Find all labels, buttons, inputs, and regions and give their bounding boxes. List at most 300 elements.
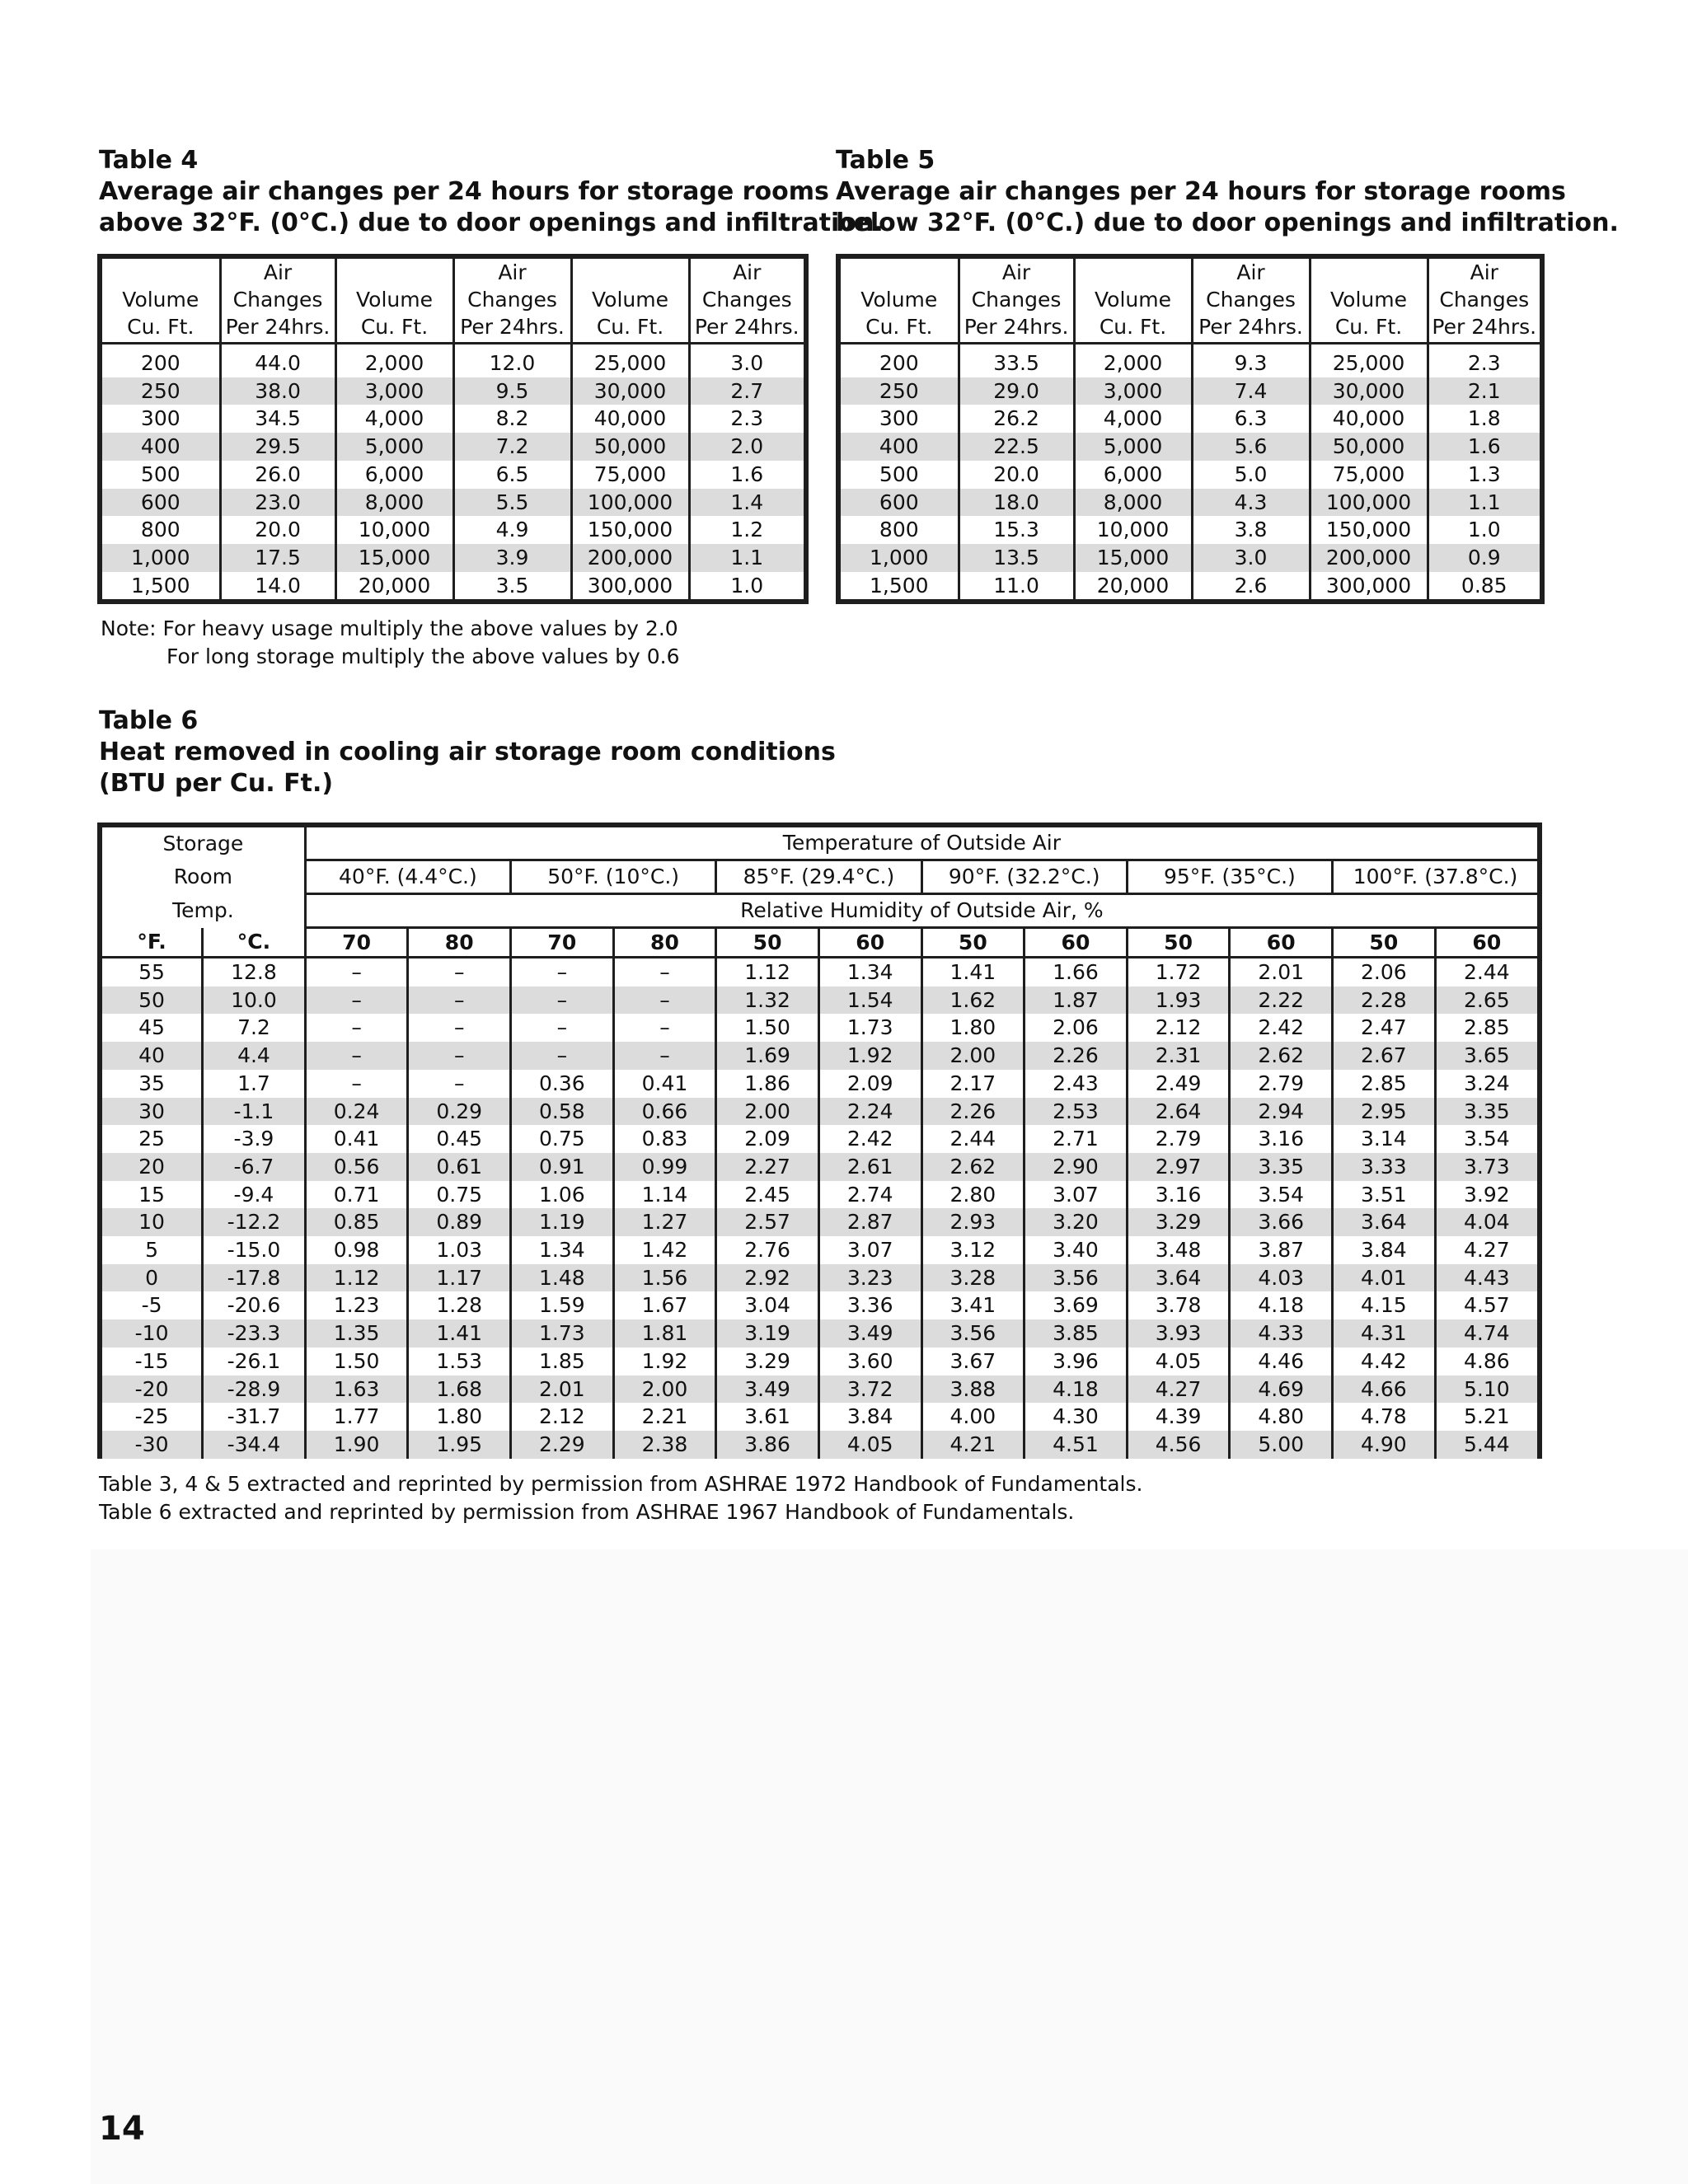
table-cell: – <box>613 987 716 1015</box>
table-cell: 2.85 <box>1333 1070 1436 1098</box>
table-cell: 30 <box>100 1098 203 1126</box>
table-cell: 4.05 <box>818 1431 921 1463</box>
table5-header-cell: Changes <box>1428 286 1542 313</box>
table-row <box>100 544 806 572</box>
table-cell: 50,000 <box>571 433 689 461</box>
table-row <box>100 1208 1540 1236</box>
table-cell: 2.76 <box>716 1236 819 1264</box>
table-cell: 0.83 <box>613 1125 716 1153</box>
table-cell: 11.0 <box>959 572 1074 602</box>
table5-header-cell: Volume <box>1074 286 1192 313</box>
table4-header-cell <box>100 256 220 286</box>
table-cell: 1.54 <box>818 987 921 1015</box>
table-cell: 0.85 <box>305 1208 408 1236</box>
table-cell: 6,000 <box>1074 461 1192 489</box>
table-cell: 2.43 <box>1025 1070 1128 1098</box>
table-cell: 2.87 <box>818 1208 921 1236</box>
table-cell: 0.41 <box>305 1125 408 1153</box>
table-cell: 1.28 <box>408 1291 511 1319</box>
table4-header-cell <box>335 256 453 286</box>
table-cell: 3.49 <box>818 1319 921 1347</box>
table-cell: 5.10 <box>1435 1376 1540 1404</box>
table-cell: 2.79 <box>1230 1070 1333 1098</box>
table-cell: 0.36 <box>511 1070 614 1098</box>
table-cell: 12.8 <box>203 958 306 987</box>
table-cell: 25,000 <box>1310 344 1428 377</box>
table-cell: 12.0 <box>453 344 571 377</box>
table4-header-cell: Per 24hrs. <box>689 313 806 344</box>
table-cell: -25 <box>134 1404 169 1429</box>
subheader-cell: 70 <box>305 928 408 958</box>
page-lower-background <box>91 1549 1688 2184</box>
table-cell: 1,000 <box>100 544 220 572</box>
table-cell: 3.84 <box>818 1403 921 1431</box>
table-cell: 2.79 <box>1127 1125 1230 1153</box>
table-cell: 20,000 <box>1074 572 1192 602</box>
table-cell: 20.0 <box>959 461 1074 489</box>
subheader-cell: 60 <box>1230 928 1333 958</box>
table-cell: 3.36 <box>818 1291 921 1319</box>
table-cell: 3.04 <box>716 1291 819 1319</box>
table-row <box>838 433 1542 461</box>
table-cell: – <box>511 958 614 987</box>
table5-body <box>838 344 1542 602</box>
table-cell: 0.71 <box>305 1181 408 1209</box>
table-cell: 1.27 <box>613 1208 716 1236</box>
table-cell: 3.9 <box>453 544 571 572</box>
subheader-cell: 60 <box>818 928 921 958</box>
footnote-line1: Table 3, 4 & 5 extracted and reprinted by permission from ASHRAE 1972 Handbook of Fundamentals. <box>99 1472 1143 1496</box>
table-cell: 150,000 <box>1310 516 1428 544</box>
table-row <box>838 572 1542 602</box>
table-cell: 4.56 <box>1127 1431 1230 1463</box>
table-cell: 2.06 <box>1025 1014 1128 1042</box>
table-row <box>100 1431 1540 1463</box>
storage-room-temp-line1: Storage <box>162 831 244 855</box>
table-cell: 15.3 <box>959 516 1074 544</box>
table-cell: 2.6 <box>1192 572 1310 602</box>
table-cell: 4.18 <box>1025 1376 1128 1404</box>
table-cell: 1.3 <box>1428 461 1542 489</box>
table-cell: 1.2 <box>689 516 806 544</box>
page-number: 14 <box>99 2110 145 2148</box>
table-row <box>100 1291 1540 1319</box>
table-cell: 3.72 <box>818 1376 921 1404</box>
table-cell: 23.0 <box>220 489 335 517</box>
table-cell: 50 <box>100 987 203 1015</box>
table-cell: – <box>408 1070 511 1098</box>
table4-note-line1: Note: For heavy usage multiply the above values by 2.0 <box>101 616 678 640</box>
table-row <box>100 489 806 517</box>
table-cell: 3.28 <box>921 1264 1025 1292</box>
table-row <box>100 377 806 405</box>
table-cell: 4,000 <box>335 405 453 433</box>
table-cell: 1.66 <box>1025 958 1128 987</box>
temp-group-header: 85°F. (29.4°C.) <box>716 860 921 894</box>
table-cell: 2.00 <box>921 1042 1025 1070</box>
table-cell: 3.85 <box>1025 1319 1128 1347</box>
table-cell: 4.27 <box>1435 1236 1540 1264</box>
table-cell: 4.01 <box>1333 1264 1436 1292</box>
table-cell: 1.90 <box>305 1431 408 1463</box>
table-cell: 5.6 <box>1192 433 1310 461</box>
table-cell: 1.95 <box>408 1431 511 1463</box>
table-cell: 3.14 <box>1333 1125 1436 1153</box>
table-cell: -12.2 <box>203 1208 306 1236</box>
table-cell: 4.15 <box>1333 1291 1436 1319</box>
table-row <box>838 489 1542 517</box>
table-cell: 3.0 <box>1192 544 1310 572</box>
table-row <box>100 1042 1540 1070</box>
table4-title-line2: above 32°F. (0°C.) due to door openings and infiltration. <box>99 209 884 237</box>
table-cell: 7.2 <box>203 1014 306 1042</box>
table-cell: 38.0 <box>220 377 335 405</box>
table-cell: 10,000 <box>1074 516 1192 544</box>
table-cell: 4.03 <box>1230 1264 1333 1292</box>
table-cell: 3.48 <box>1127 1236 1230 1264</box>
table-cell: 1,500 <box>130 573 190 598</box>
table-cell: 4.31 <box>1333 1319 1436 1347</box>
table-cell: 4.18 <box>1230 1291 1333 1319</box>
table-cell: 17.5 <box>220 544 335 572</box>
table5-caption <box>836 145 1619 239</box>
table-cell: 0 <box>100 1264 203 1292</box>
table-cell: 75,000 <box>571 461 689 489</box>
subheader-cell: °C. <box>203 928 306 958</box>
table-cell: 20.0 <box>220 516 335 544</box>
table-cell: -20.6 <box>203 1291 306 1319</box>
table-cell: 2.80 <box>921 1181 1025 1209</box>
table-cell: 3.33 <box>1333 1153 1436 1181</box>
table-cell: 1.93 <box>1127 987 1230 1015</box>
table-row <box>100 344 806 377</box>
table6-header <box>100 825 1540 958</box>
table4-header-row <box>100 256 806 286</box>
table-cell: -34.4 <box>203 1431 306 1463</box>
table-cell: 3.51 <box>1333 1181 1436 1209</box>
table-cell: 5,000 <box>1074 433 1192 461</box>
table-cell: 1.41 <box>921 958 1025 987</box>
table-cell: 18.0 <box>959 489 1074 517</box>
table-cell: – <box>613 1014 716 1042</box>
table-cell: 300 <box>879 406 919 431</box>
subheader-cell: 80 <box>613 928 716 958</box>
table-cell: 0.98 <box>305 1236 408 1264</box>
table-cell: 1.81 <box>613 1319 716 1347</box>
table-cell: 1.92 <box>818 1042 921 1070</box>
subheader-cell: °F. <box>100 928 203 958</box>
table-cell: 1.48 <box>511 1264 614 1292</box>
table-cell: 2.42 <box>1230 1014 1333 1042</box>
table-cell: 2.90 <box>1025 1153 1128 1181</box>
table-cell: 20 <box>100 1153 203 1181</box>
table5-title-line1: Average air changes per 24 hours for storage rooms <box>836 177 1566 206</box>
table-cell: 2.97 <box>1127 1153 1230 1181</box>
table-cell: 4.30 <box>1025 1403 1128 1431</box>
table-cell: 2,000 <box>335 344 453 377</box>
table6 <box>97 823 1542 1467</box>
table-cell: 3.24 <box>1435 1070 1540 1098</box>
table-cell: 1.1 <box>689 544 806 572</box>
table-cell: 0.75 <box>511 1125 614 1153</box>
table-cell: 15 <box>138 1182 165 1207</box>
table4-title-line1: Average air changes per 24 hours for storage rooms <box>99 177 829 206</box>
table-cell: 1.63 <box>305 1376 408 1404</box>
table-cell: 1.69 <box>716 1042 819 1070</box>
table-cell: 3.49 <box>716 1376 819 1404</box>
table-cell: 2.61 <box>818 1153 921 1181</box>
table-cell: 400 <box>838 433 959 461</box>
table-cell: 13.5 <box>959 544 1074 572</box>
table-cell: 2.22 <box>1230 987 1333 1015</box>
table-cell: – <box>305 987 408 1015</box>
table-row <box>100 516 806 544</box>
table-cell: 2.3 <box>1428 344 1542 377</box>
table-cell: 1.77 <box>305 1403 408 1431</box>
table-cell: 1,500 <box>870 573 929 598</box>
table-cell: 15,000 <box>335 544 453 572</box>
table-cell: 3.5 <box>453 572 571 602</box>
table-cell: 1.4 <box>689 489 806 517</box>
table-cell: 4.43 <box>1435 1264 1540 1292</box>
table-cell: 2.27 <box>716 1153 819 1181</box>
table-cell: 5.5 <box>453 489 571 517</box>
table-cell: 3,000 <box>1074 377 1192 405</box>
table-cell: 4.39 <box>1127 1403 1230 1431</box>
table-cell: 3.61 <box>716 1403 819 1431</box>
table-cell: – <box>305 958 408 987</box>
table-row <box>100 1376 1540 1404</box>
table-cell: 1.41 <box>408 1319 511 1347</box>
table-cell: 2.7 <box>689 377 806 405</box>
table-cell: 3.93 <box>1127 1319 1230 1347</box>
table-cell: 1.6 <box>689 461 806 489</box>
table-row <box>100 1014 1540 1042</box>
table-cell: 5.44 <box>1435 1431 1540 1463</box>
table-cell: 250 <box>838 377 959 405</box>
table-cell: -30 <box>100 1431 203 1463</box>
table-cell: 0.75 <box>408 1181 511 1209</box>
table5-header-cell: Cu. Ft. <box>1074 313 1192 344</box>
table6-title-line2: (BTU per Cu. Ft.) <box>99 769 334 798</box>
table4-header-cell: Cu. Ft. <box>571 313 689 344</box>
table-row <box>838 544 1542 572</box>
table-cell: 400 <box>100 433 220 461</box>
table-cell: 2.62 <box>1230 1042 1333 1070</box>
table-cell: 200 <box>879 351 919 375</box>
table-cell: 500 <box>140 462 181 486</box>
table-row <box>100 572 806 602</box>
table-cell: 2.29 <box>511 1431 614 1463</box>
table5-header-cell: Volume <box>1310 286 1428 313</box>
table-cell: 33.5 <box>959 344 1074 377</box>
table-cell: 1.23 <box>305 1291 408 1319</box>
table-cell: 8,000 <box>335 489 453 517</box>
table-cell: – <box>408 1042 511 1070</box>
table-cell: 7.2 <box>453 433 571 461</box>
table-cell: 2.45 <box>716 1181 819 1209</box>
table-cell: 0.58 <box>511 1098 614 1126</box>
table-cell: 0.61 <box>408 1153 511 1181</box>
table-cell: 1.68 <box>408 1376 511 1404</box>
table-cell: 1.80 <box>408 1403 511 1431</box>
table-cell: 0.85 <box>1428 572 1542 602</box>
table-cell: 5.00 <box>1230 1431 1333 1463</box>
storage-room-temp-line3: Temp. <box>172 898 234 922</box>
table-cell: 25,000 <box>571 344 689 377</box>
table-cell: 2.65 <box>1435 987 1540 1015</box>
table-cell: 5.21 <box>1435 1403 1540 1431</box>
table5-header-cell: Air <box>1428 256 1542 286</box>
table-cell: 2.44 <box>921 1125 1025 1153</box>
table-cell: 4.46 <box>1230 1347 1333 1376</box>
table-cell: 40,000 <box>1310 405 1428 433</box>
table-cell: 2.71 <box>1025 1125 1128 1153</box>
table-cell: 40,000 <box>571 405 689 433</box>
table-cell: – <box>408 987 511 1015</box>
table-cell: 1.62 <box>921 987 1025 1015</box>
table5-header-cell: Cu. Ft. <box>1310 313 1428 344</box>
table-cell: 200,000 <box>571 544 689 572</box>
table4-label: Table 4 <box>99 146 199 175</box>
table4-note-line2: For long storage multiply the above values by 0.6 <box>166 644 680 668</box>
table-cell: 44.0 <box>220 344 335 377</box>
table-cell: 1.86 <box>716 1070 819 1098</box>
table-cell: 5,000 <box>335 433 453 461</box>
table-cell: 3.64 <box>1127 1264 1230 1292</box>
table-cell: 800 <box>879 518 919 542</box>
table-cell: 6.3 <box>1192 405 1310 433</box>
table-cell: 0.91 <box>511 1153 614 1181</box>
storage-room-temp-line2: Room <box>173 865 232 888</box>
table-cell: 2.26 <box>921 1098 1025 1126</box>
table-cell: -26.1 <box>203 1347 306 1376</box>
table-cell: 1.92 <box>613 1347 716 1376</box>
table-row <box>838 377 1542 405</box>
table-cell: 3.56 <box>1025 1264 1128 1292</box>
table-cell: 55 <box>138 960 165 984</box>
table-cell: -20 <box>100 1376 203 1404</box>
table6-caption <box>99 705 836 799</box>
footnotes <box>99 1470 1142 1526</box>
table-cell: 3.65 <box>1435 1042 1540 1070</box>
table-row <box>100 1264 1540 1292</box>
table-cell: 3.16 <box>1127 1181 1230 1209</box>
table-cell: 1,000 <box>838 544 959 572</box>
table-row <box>838 516 1542 544</box>
table-cell: – <box>511 1014 614 1042</box>
temp-group-header: 100°F. (37.8°C.) <box>1333 860 1540 894</box>
table-cell: 7.4 <box>1192 377 1310 405</box>
table-cell: 1.34 <box>818 958 921 987</box>
table-cell: 4.90 <box>1333 1431 1436 1463</box>
table-cell: 3.67 <box>921 1347 1025 1376</box>
table-cell: 4.66 <box>1333 1376 1436 1404</box>
table-row <box>100 1403 1540 1431</box>
table4-header-cell: Changes <box>220 286 335 313</box>
table-cell: 4.69 <box>1230 1376 1333 1404</box>
table-cell: 1.53 <box>408 1347 511 1376</box>
table-cell: – <box>305 1042 408 1070</box>
table-cell: 22.5 <box>959 433 1074 461</box>
table-cell: 3.07 <box>818 1236 921 1264</box>
table-cell: 200,000 <box>1310 544 1428 572</box>
table-cell: 3.0 <box>689 344 806 377</box>
table-cell: – <box>613 1042 716 1070</box>
table-cell: 6.5 <box>453 461 571 489</box>
table-cell: 45 <box>138 1015 165 1040</box>
subheader-cell: 80 <box>408 928 511 958</box>
table6-label: Table 6 <box>99 706 199 735</box>
table-cell: 4.80 <box>1230 1403 1333 1431</box>
table-cell: -6.7 <box>203 1153 306 1181</box>
temp-group-header: 95°F. (35°C.) <box>1127 860 1332 894</box>
subheader-cell: 70 <box>511 928 614 958</box>
table-cell: 1.85 <box>511 1347 614 1376</box>
table4-header-cell: Changes <box>689 286 806 313</box>
table-cell: 600 <box>100 489 220 517</box>
table-cell: 1.80 <box>921 1014 1025 1042</box>
table-cell: 2.09 <box>716 1125 819 1153</box>
table5-header-cell <box>838 256 959 286</box>
table-cell: 9.5 <box>453 377 571 405</box>
table-row <box>100 405 806 433</box>
table-cell: 2.12 <box>511 1403 614 1431</box>
table-cell: 1.87 <box>1025 987 1128 1015</box>
table-cell: 0.45 <box>408 1125 511 1153</box>
table-cell: 40 <box>100 1042 203 1070</box>
table-cell: 3.78 <box>1127 1291 1230 1319</box>
relative-humidity-header: Relative Humidity of Outside Air, % <box>305 894 1540 928</box>
table-cell: 3.86 <box>716 1431 819 1463</box>
table-cell: 1.67 <box>613 1291 716 1319</box>
table-row <box>838 405 1542 433</box>
table-row <box>100 987 1540 1015</box>
table-cell: 3.16 <box>1230 1125 1333 1153</box>
table-cell: 20,000 <box>335 572 453 602</box>
table-cell: 250 <box>100 377 220 405</box>
table-cell: 2.74 <box>818 1181 921 1209</box>
table5-header-cell: Changes <box>959 286 1074 313</box>
table4-note <box>101 615 680 671</box>
table-cell: – <box>305 1014 408 1042</box>
table-cell: 2.21 <box>613 1403 716 1431</box>
table-cell: 4.27 <box>1127 1376 1230 1404</box>
table-cell: 2.28 <box>1333 987 1436 1015</box>
table-row <box>838 344 1542 377</box>
table-cell: -28.9 <box>203 1376 306 1404</box>
table-cell: 1.73 <box>818 1014 921 1042</box>
table-cell: 3.66 <box>1230 1208 1333 1236</box>
table-cell: 3.88 <box>921 1376 1025 1404</box>
table-cell: -17.8 <box>203 1264 306 1292</box>
table-cell: 35 <box>138 1071 165 1095</box>
table-cell: 0.29 <box>408 1098 511 1126</box>
table5-label: Table 5 <box>836 146 935 175</box>
table-cell: 75,000 <box>1310 461 1428 489</box>
table-cell: 3.29 <box>1127 1208 1230 1236</box>
table-cell: 3.20 <box>1025 1208 1128 1236</box>
table-cell: 5.0 <box>1192 461 1310 489</box>
table-cell: 0.66 <box>613 1098 716 1126</box>
table-cell: 1.56 <box>613 1264 716 1292</box>
table-cell: 4.04 <box>1435 1208 1540 1236</box>
table-cell: 3,000 <box>335 377 453 405</box>
table-cell: 9.3 <box>1192 344 1310 377</box>
table-cell: 2.64 <box>1127 1098 1230 1126</box>
table-cell: 1.34 <box>511 1236 614 1264</box>
table-cell: 4.9 <box>453 516 571 544</box>
